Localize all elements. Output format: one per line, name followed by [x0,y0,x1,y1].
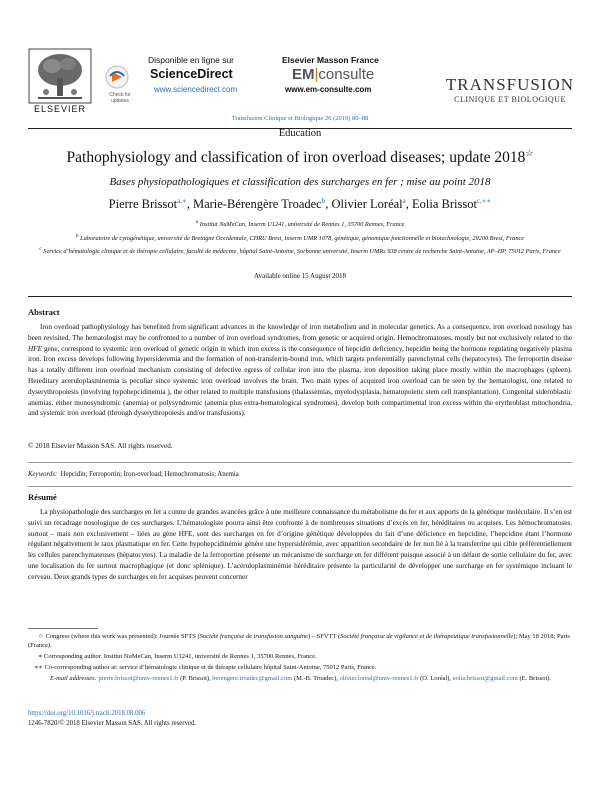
footnote-text-italic: Société française de vigilance et de thérapeutique transfusionnelle [340,633,514,640]
abstract-body [28,322,572,419]
footnote-mark: ∗∗ [34,664,43,671]
em-brand-left: EM [292,66,315,83]
footnote-text-italic: Société française de transfusion sanguine [199,633,308,640]
author-sup[interactable]: a,∗ [177,197,187,205]
footnote-emails [28,674,572,683]
abstract-text: gene, correspond to systemic iron overload of genetic origin in which iron excess is the consequence of hepcidin deficiency, hepcidin being the hormone regulating negatively plasma iron. Iron excess develops following hypersideremia and the formation of non-transferrin-bound iron, which targets preferentially parenchymal cells (hepatocytes). The ferroportin disease has a totally different iron overload mechanism consisting of defective egress of cellular iron into the plasma, iron deposition taking place mostly within the macrophages (spleen). Hereditary aceruloplasminemia is peculiar since systemic iron overload involves the brain. Two main types of acquired iron overload can be seen by the hematologist, one related to dyserythropoiesis (involving hypohepcidinemia ), the other related to multiple transfusions (thalassemias, myelodysplasia, hematopoietic stem cell transplantation). Congenital sideroblastic anemias, either monosyndromic (anemia) or polysyndromic (anemia plus extra-hematological syndromes), develop both compartimental iron excess within the erythroblast mitochondria, and systemic iron overload (through dyserythropoiesis and/or transfusions). [28,344,572,418]
author-separator: , [186,197,193,212]
emconsulte-link[interactable]: www.em-consulte.com [285,85,372,94]
author-name[interactable]: Olivier Loréal [331,197,403,212]
emconsulte-logo: EM|consulte [292,66,375,83]
title-footnote-mark[interactable]: ☆ [525,148,534,158]
journal-logo [440,75,580,104]
publisher-wordmark: ELSEVIER [33,104,87,114]
abstract-heading: Abstract [28,307,60,317]
author-sup[interactable]: c,∗∗ [476,197,492,205]
footnote-text: ); May 18 2018; Paris (France). [28,633,570,649]
sd-caption: Disponible en ligne sur [148,55,234,65]
em-caption: Elsevier Masson France [282,55,379,65]
footnote-text: Co-corresponding author at: service d’hématologie clinique et de thérapie cellulaire hôpital Saint-Antoine, 75012 Paris, France. [44,664,377,671]
journal-logo-line2: CLINIQUE ET BIOLOGIQUE [454,95,566,104]
author-sup[interactable]: b [321,197,326,205]
sciencedirect-brand: ScienceDirect [150,67,233,81]
affiliations [28,218,572,257]
email-label: E-mail addresses: [50,675,97,682]
email-link[interactable]: pierre.brissot@univ-rennes1.fr [98,675,179,682]
journal-citation[interactable]: Transfusion Clinique et Biologique 26 (2019) 80–88 [231,115,369,122]
affiliation-mark: b [75,232,79,239]
email-owner: (O. Loréal), [420,675,451,682]
elsevier-tree-logo [28,48,92,104]
author-name[interactable]: Marie-Bérengère Troadec [192,197,322,212]
footnote-rule [28,628,98,629]
section-label: Education [278,128,322,139]
affiliation-mark: c [39,246,42,253]
footnote-co-corresponding [28,663,572,672]
email-owner: (E. Brissot). [519,675,552,682]
author-list [0,197,600,212]
resume-body: La physiopathologie des surcharges en fer a connu de grandes avancées grâce à une meilleure connaissance du métabolisme du fer et aux apports de la génétique moléculaire. Il s’en est suivi un recadrage nosologique de ces surcharges. L’hématologiste pourra ainsi être confronté à de nombreuses situations d’excès en fer, héréditaires ou acquises. Les hémochromatoses, surtout – mais non exclusivement – liées au gène HFE, sont des surcharges en fer d’origine génétique développées du fait d’une déficience en hepcidine, l’hepcidine étant l’hormone régulant négativement le taux plasmatique en fer. Cette hypohepcidinémie génère une hypersidérémie, avec apparition secondaire de fer non lié à la transferrine qui cible préférentiellement les cellules parenchymateuses (hépatocytes). La maladie de la ferroportine présente un mécanisme de surcharge en fer différent puisque associé à un défaut de sortie cellulaire du fer, avec une localisation du fer surtout macrophagique (et donc splénique). L’acéruloplasminémie héréditaire présente la particularité de développer une surcharge en fer systémique incluant le cerveau. Deux grands types de surcharges en fer acquises peuvent concerner [28,508,572,581]
author-name[interactable]: Eolia Brissot [412,197,477,212]
footnote-text: ) – SFVTT ( [307,633,341,640]
email-link[interactable]: berengere.troadec@gmail.com [212,675,293,682]
abstract-copyright: © 2018 Elsevier Masson SAS. All rights reserved. [28,442,173,450]
author-separator: , [325,197,332,212]
article-title [0,148,600,167]
author-separator: , [405,197,412,212]
badge-label: Check for updates [109,92,131,104]
footnotes [28,632,572,683]
keywords-list: Hepcidin; Ferroportin; Iron-overload; Hemochromatosis; Anemia [60,471,239,478]
abstract-top-rule [28,296,572,297]
author-sup[interactable]: a [402,197,406,205]
affiliation [28,245,572,257]
footnote-text: Congress (where this work was presented): Journée SFTS ( [45,633,200,640]
gene-name: HFE [28,344,42,353]
author-name[interactable]: Pierre Brissot [108,197,178,212]
affiliation [28,232,572,244]
affiliation [28,218,572,230]
abstract-text: Iron overload pathophysiology has benefited from significant advances in the knowledge of iron metabolism and in molecular genetics. As a consequence, iron overload nosology has been revisited. The hematologist may be confronted to a number of iron overload syndromes, from genetic or acquired origin. Hemochromatoses, mostly but not exclusively related to the [28,323,572,342]
email-owner: (M.-B. Troadec), [293,675,338,682]
doi-link[interactable]: https://doi.org/10.1016/j.tracli.2018.08.006 [28,710,146,717]
issn-copyright: 1246-7820/© 2018 Elsevier Masson SAS. All rights reserved. [28,720,197,727]
em-brand-right: consulte [318,66,375,83]
resume-rule [28,486,572,487]
footnote-text: Corresponding author. Institut NuMeCan, Inserm U1241, université de Rennes 1, 35700 Rennes, France. [44,653,317,660]
affiliation-text: Laboratoire de cytogénétique, université de Bretagne Occidentale, CHRU Brest, Inserm UMR 1078, génétique, génomique fonctionnelle et biotechnologie, 29200 Brest, France [80,234,525,242]
email-link[interactable]: olivier.loreal@univ-rennes1.fr [339,675,419,682]
article-subtitle: Bases physiopathologiques et classification des surcharges en fer ; mise au point 2018 [109,176,491,188]
affiliation-text: Service d’hématologie clinique et de thérapie cellulaire, faculté de médecine, hôpital Saint-Antoine, Sorbonne université, Inserm UMRs 938 centre de recherche Saint-Antoine, AP–HP, 75012 Paris, France [43,248,561,256]
footnote-congress [28,632,572,650]
keywords-rule [28,462,572,463]
keywords [28,471,239,478]
article-title-text: Pathophysiology and classification of iron overload diseases; update 2018 [66,149,526,167]
email-owner: (P. Brissot), [180,675,211,682]
sciencedirect-link[interactable]: www.sciencedirect.com [154,85,238,94]
affiliation-text: Institut NuMeCan, Inserm U1241, université de Rennes 1, 35700 Rennes, France [199,221,405,229]
keywords-label: Keywords: [28,471,58,478]
footnote-mark: ∗ [38,653,43,660]
available-online: Available online 15 August 2018 [253,272,347,280]
footnote-mark: ☆ [38,633,44,640]
journal-logo-line1: TRANSFUSION [445,75,575,94]
email-link[interactable]: eolia.brissot@gmail.com [452,675,518,682]
footnote-corresponding [28,652,572,661]
resume-heading: Résumé [28,492,57,502]
affiliation-mark: a [195,219,199,225]
